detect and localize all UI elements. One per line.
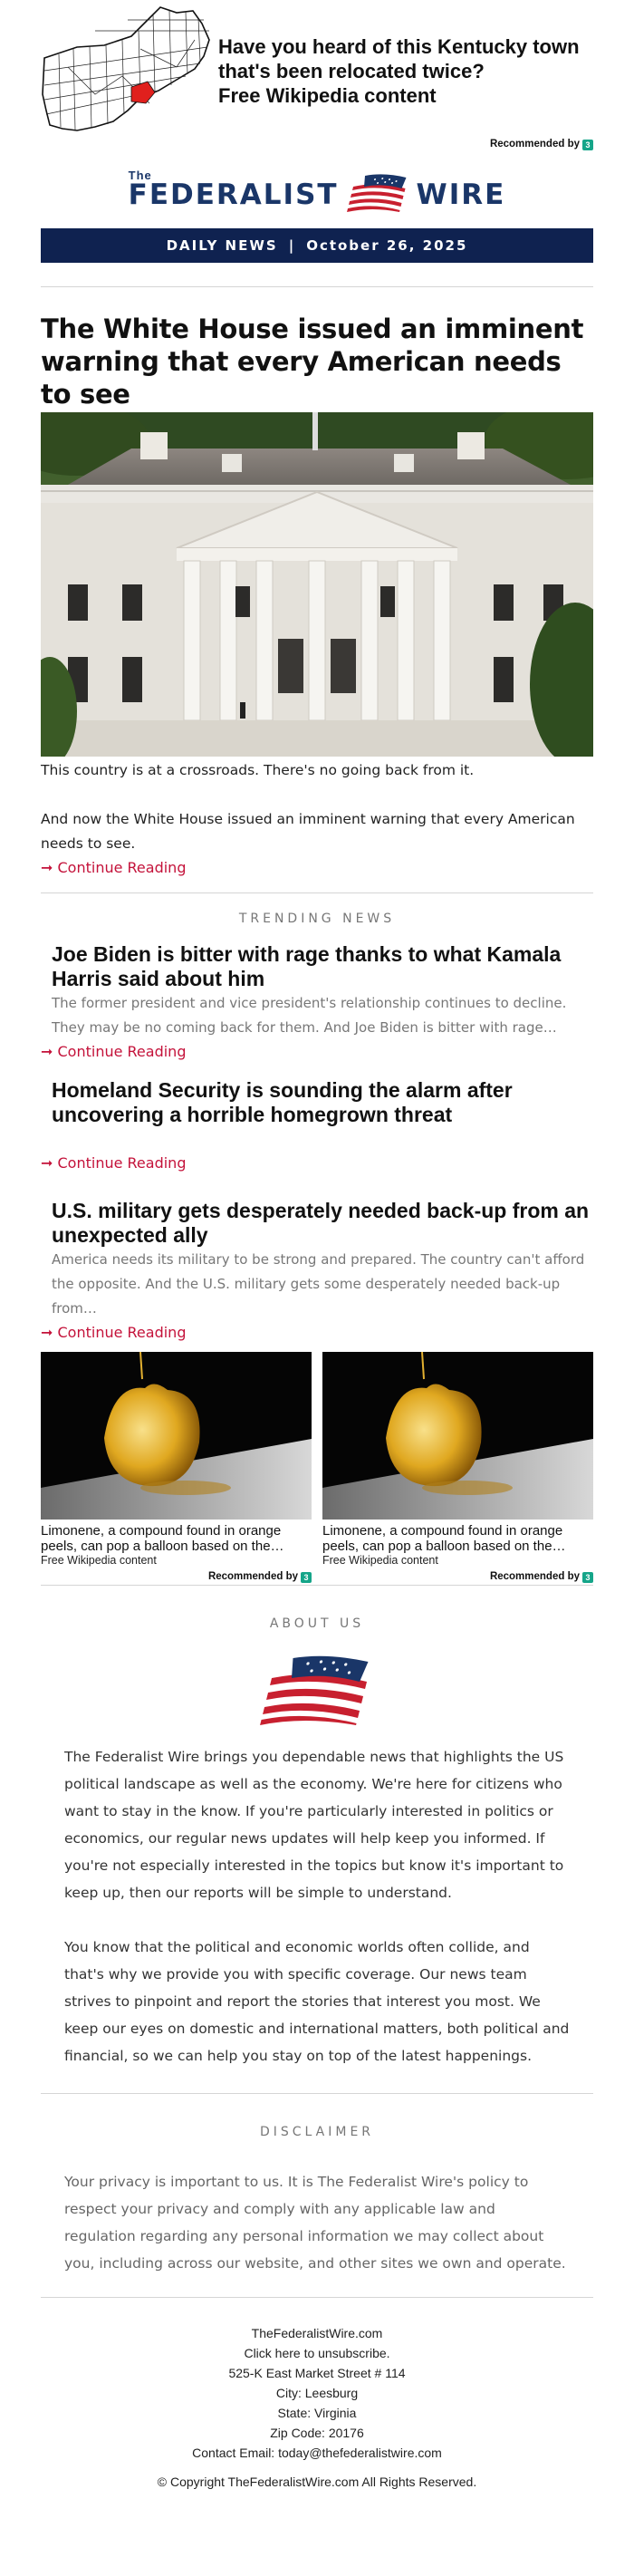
footer-city: City: Leesburg <box>275 2386 359 2400</box>
main-story-paragraph-2: And now the White House issued an imminent warning that every American needs to see. <box>41 811 575 852</box>
trending-item-excerpt: The former president and vice president's relationship continues to decline. They may be no coming back for them. And Joe Biden is bitter with rage… <box>52 995 567 1036</box>
top-ad-source: Free Wikipedia content <box>218 84 437 107</box>
trending-item-1 <box>41 942 593 1040</box>
footer-copyright: © Copyright TheFederalistWire.com All Rights Reserved. <box>157 2475 477 2489</box>
logo-word-wire: WIRE <box>416 178 506 211</box>
footer-email[interactable]: Contact Email: today@thefederalistwire.com <box>192 2446 442 2460</box>
footer-zip: Zip Code: 20176 <box>270 2426 364 2440</box>
flag-logo-icon <box>344 172 411 212</box>
email-container <box>41 0 593 2492</box>
date-separator: | <box>288 237 296 254</box>
footer-address: 525-K East Market Street # 114 <box>228 2366 406 2380</box>
trending-item-1-continue-link[interactable]: ➞ Continue Reading <box>41 1043 187 1060</box>
logo-the: The <box>128 169 152 182</box>
site-logo[interactable] <box>128 169 506 212</box>
recommended-label: Recommended by <box>489 1571 580 1582</box>
trending-item-2 <box>41 1078 593 1152</box>
footer <box>41 2323 593 2492</box>
date-bar <box>41 228 593 263</box>
main-story-title[interactable]: The White House issued an imminent warning that every American needs to see <box>41 314 584 410</box>
logo-word-federalist: FEDERALIST <box>128 178 339 211</box>
ad-source: Free Wikipedia content <box>322 1554 438 1567</box>
disclaimer-text: Your privacy is important to us. It is The Federalist Wire's policy to respect your privacy and comply with any applicable law and regulation regarding any personal information we may collect about you, including across our website, and other sites we own and operate. <box>64 2174 566 2272</box>
about-paragraph-1: The Federalist Wire brings you dependable news that highlights the US political landscape as well as the economy. We're here for citizens who want to stay in the know. If you're particularly interested in politics or economics, our regular news updates will help keep you informed. If you're not especially interested in the topics but know it's important to keep up, then our reports will be simple to understand. <box>64 1749 564 1901</box>
about-label: ABOUT US <box>269 1616 365 1631</box>
recommended-badge-icon: 3 <box>582 140 593 150</box>
unsubscribe-link[interactable]: Click here to unsubscribe. <box>244 2346 390 2360</box>
trending-item-title[interactable]: Homeland Security is sounding the alarm after uncovering a horrible homegrown threat <box>52 1078 513 1126</box>
main-story-paragraph-1: This country is at a crossroads. There's no going back from it. <box>41 762 475 778</box>
recommended-label: Recommended by <box>489 139 580 150</box>
orange-peel-image[interactable] <box>322 1352 593 1520</box>
flag-logo-icon <box>258 1653 376 1725</box>
disclaimer-label: DISCLAIMER <box>259 2125 375 2139</box>
ad-recommended-row <box>41 1568 593 1583</box>
recommended-badge-icon: 3 <box>582 1572 593 1583</box>
footer-state: State: Virginia <box>277 2406 357 2420</box>
divider <box>41 892 593 893</box>
ad-recommended[interactable] <box>41 1571 312 1583</box>
trending-item-excerpt: America needs its military to be strong and prepared. The country can't afford the opposite. And the U.S. military gets some desperately needed back-up from… <box>52 1251 585 1317</box>
divider <box>41 286 593 287</box>
ad-title[interactable]: Limonene, a compound found in orange peels, can pop a balloon based on the… <box>41 1523 284 1554</box>
ad-source: Free Wikipedia content <box>41 1554 157 1567</box>
ad-recommended[interactable] <box>322 1571 593 1583</box>
ad-row <box>41 1352 593 1568</box>
trending-label: TRENDING NEWS <box>238 912 396 926</box>
ad-title[interactable]: Limonene, a compound found in orange peels, can pop a balloon based on the… <box>322 1523 566 1554</box>
top-ad-text[interactable] <box>218 34 593 108</box>
trending-item-excerpt <box>52 1127 593 1152</box>
recommended-label: Recommended by <box>207 1571 298 1582</box>
white-house-image[interactable] <box>41 412 593 757</box>
divider <box>41 1585 593 1586</box>
kentucky-county-map-icon <box>41 4 213 134</box>
trending-item-3-continue-link[interactable]: ➞ Continue Reading <box>41 1324 187 1341</box>
about-paragraph-2: You know that the political and economic worlds often collide, and that's why we provide you with specific coverage. Our news team strives to pinpoint and report the stories that interest you most. We keep our eyes on domestic and international matters, both political and financial, so we can help you stay on top of the latest happenings. <box>64 1939 570 2064</box>
top-ad-title[interactable]: Have you heard of this Kentucky town that's been relocated twice? <box>218 35 580 82</box>
footer-site[interactable]: TheFederalistWire.com <box>251 2326 383 2340</box>
divider <box>41 2297 593 2298</box>
orange-peel-image[interactable] <box>41 1352 312 1520</box>
top-ad[interactable] <box>41 0 593 134</box>
ad-card-2[interactable] <box>322 1352 593 1568</box>
trending-item-2-continue-link[interactable]: ➞ Continue Reading <box>41 1154 187 1172</box>
recommended-badge-icon: 3 <box>301 1572 312 1583</box>
daily-news-label: DAILY NEWS <box>166 237 278 254</box>
main-story-continue-link[interactable]: ➞ Continue Reading <box>41 859 187 876</box>
trending-item-3 <box>41 1199 593 1321</box>
logo-area <box>41 154 593 228</box>
issue-date: October 26, 2025 <box>306 237 468 254</box>
ad-card-1[interactable] <box>41 1352 312 1568</box>
trending-item-title[interactable]: U.S. military gets desperately needed back-up from an unexpected ally <box>52 1199 590 1247</box>
divider <box>41 2093 593 2094</box>
trending-item-title[interactable]: Joe Biden is bitter with rage thanks to what Kamala Harris said about him <box>52 942 562 990</box>
top-ad-recommended[interactable] <box>41 134 593 154</box>
